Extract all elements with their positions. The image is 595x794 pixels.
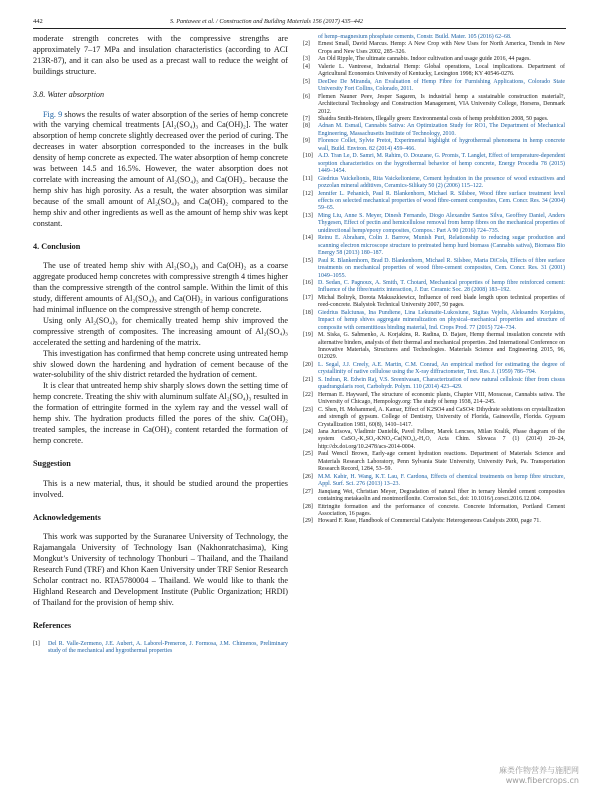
- reference-item: [33, 641, 288, 656]
- reference-item: [303, 332, 565, 362]
- fig9-link[interactable]: Fig. 9: [43, 109, 63, 119]
- conclusion-paragraph-2: Using only Al₂(SO₄)₃ for chemically treated hemp shiv improved the compressive strength of composites. The increasing amount of Al₂(SO₄)₃ accelerated the setting and hardening of the matrix.: [33, 315, 288, 347]
- reference-text-link[interactable]: Adnan M. Esmail, Cannabis Sativa: An Optimization Study for RO1, The Department of Mechanical Engineering, Massachusetts Institute of Technology, 2010.: [318, 123, 565, 137]
- reference-item: [303, 258, 565, 280]
- reference-text-link[interactable]: Ming Liu, Anne S. Meyer, Dinesh Fernando, Diogo Alexandre Santos Silva, Geoffrey Daniel, Anders Thygesen, Effect of pectin and hemicellulose removal from hemp fibres on the mechanical properties of unidirectional hemp/epoxy composites, Compos.: Part A 90 (2016) 724–735.: [318, 212, 565, 234]
- page-number: 442: [33, 18, 43, 25]
- reference-item: [303, 191, 565, 213]
- reference-text: Valerie L. Vantreese, Industrial Hemp: Global operations, Local implications. Department of Agricultural Economics University of Kentucky, Lexington 1998; KY 40546-0276.: [318, 63, 565, 78]
- reference-text: M. Siska, G. Sahmenko, A. Korjakins, R. Radina, D. Bajare, Hemp thermal insulation concrete with alternative binders, analysis of their thermal and mechanical properties. 2nd International Conference on Innovative Materials, Structures and Technologies. Materials Science and Engineering 2015, 96, 012029.: [318, 332, 565, 361]
- reference-item: [303, 504, 565, 519]
- reference-text: Howard F. Rase, Handbook of Commercial Catalysts: Heterogeneous Catalysts 2000, page 71.: [318, 518, 541, 525]
- reference-item: [303, 451, 565, 473]
- header-rule: [33, 28, 566, 29]
- reference-text: Herman E. Hayward, The structure of economic plants, Chapter VIII, Moraceae, Cannabis sativa. The University of Chicago, Hempology.org: The study of hemp 1938, 214–245.: [318, 391, 565, 406]
- reference-number: [14]: [303, 235, 313, 242]
- reference-text-link[interactable]: of hemp–magnesium phosphate cements, Constr. Build. Mater. 105 (2016) 62–68.: [318, 34, 512, 40]
- reference-text-link[interactable]: Jennifer L. Pehanich, Paul R. Blankenhorn, Michael R. Silsbee, Wood fibre surface treatment level effects on selected mechanical properties of wood fibre-cement composites, Cem. Concr. Res. 34 (2004) 59–65.: [318, 190, 565, 212]
- reference-number: [11]: [303, 175, 313, 182]
- reference-text: Michal Boltryk, Dorota Makuszkiewicz, Influence of reed blade length upon technical properties of reed-concrete. Bialystok Technical University 2007, 50 pages.: [318, 294, 565, 309]
- watermark-line-2: www.fibercrops.cn: [505, 776, 579, 785]
- reference-number: [4]: [303, 63, 310, 70]
- reference-item: [303, 429, 565, 451]
- reference-number: [18]: [303, 309, 313, 316]
- reference-number: [5]: [303, 78, 310, 85]
- reference-number: [21]: [303, 376, 313, 383]
- water-absorption-paragraph: [33, 110, 288, 230]
- reference-number: [25]: [303, 451, 313, 458]
- reference-number: [9]: [303, 138, 310, 145]
- reference-text-link[interactable]: Florence Collet, Sylvie Pretot, Experimental highlight of hygrothermal phenomena in hemp concrete wall, Build. Environ. 82 (2014) 459–466.: [318, 138, 565, 152]
- reference-item: [303, 153, 565, 175]
- reference-number: [2]: [303, 41, 310, 48]
- reference-text-link[interactable]: A.D. Tran Le, D. Samri, M. Rahim, O. Douzane, G. Promis, T. Langlet, Effect of temperature-dependent sorption characteristics on the hygrothermal behavior of hemp concrete, Energy Procedia 78 (2015) 1449–1454.: [318, 153, 565, 175]
- reference-number: [20]: [303, 361, 313, 368]
- reference-number: [6]: [303, 93, 310, 100]
- reference-item: [303, 56, 565, 63]
- reference-item: [303, 138, 565, 153]
- reference-number: [23]: [303, 406, 313, 413]
- conclusion-paragraph-1: The use of treated hemp shiv with Al₂(SO₄)₃ and Ca(OH)₂ as a coarse aggregate produced hemp concretes with compressive strength 4 times higher than the compressive strength of the control sample. Within the limit of this study, different amounts of Al₂(SO₄)₃ and Ca(OH)₂ in various configurations had minimal influence on the compressive strength of hemp concrete.: [33, 261, 288, 315]
- reference-item: [303, 474, 565, 489]
- reference-number: [19]: [303, 332, 313, 339]
- reference-number: [22]: [303, 391, 313, 398]
- reference-number: [15]: [303, 257, 313, 264]
- left-column: [33, 34, 288, 656]
- section-title-acknowledgements: Acknowledgements: [33, 512, 101, 522]
- reference-item: [303, 41, 565, 56]
- reference-text: Paul Wencil Brown, Early-age cement hydration reactions. Department of Materials Science and Materials Research Laboratory, Penn Sylvania State University, University Park, Pa. Transportation Research Record, 1284, 53–59.: [318, 451, 565, 473]
- reference-item: [303, 310, 565, 332]
- acknowledgements-paragraph: This work was supported by the Suranaree University of Technology, the Rajamangala University of Technology Isan (Nakhonratchasima), King Mongkut’s University of technology Thonburi – Thailand, and the Thailand Research Fund (TRF) and Khon Kaen University under TRF Senior Research Scholar contract no. RTA5780004 – Thailand. We would like to thank the Highland Research and Development Institute (Public Organization; HRDI) of Thailand for the provision of hemp shiv.: [33, 532, 288, 607]
- water-absorption-text: shows the results of water absorption of the series of hemp concrete with the varying chemical treatments [Al₂(SO₄)₃ and Ca(OH)₂]. The water absorption of hemp concrete slightly decreased over the period of curing. The decreases in water absorption corresponded to the increases in the bulk density of hemp concrete as expected. The water absorption of hemp concrete was between 14.5 and 16.5%. However, the water absorption does not correlate with increasing the amount of Al₂(SO₄)₃ and Ca(OH)₂. because the hemp shiv has high porosity. As a result, the water absorption was similar because of the small amount of Al₂(SO₄)₃ and Ca(OH)₂ compared to the hemp shiv and other ingredients as well as the amount of hemp shiv was kept constant.: [33, 109, 288, 228]
- reference-number: [7]: [303, 115, 310, 122]
- reference-number: [16]: [303, 279, 313, 286]
- reference-item: [303, 64, 565, 79]
- reference-number: [10]: [303, 153, 313, 160]
- reference-item: [303, 79, 565, 94]
- reference-number: [13]: [303, 212, 313, 219]
- reference-text-link[interactable]: Giedrius Balciunas, Ina Pundiene, Lina Lekunaite-Lukosiune, Sigitas Vejelis, Aleksandrs Korjakins, Impact of hemp shives aggregate mineralization on physical–mechanical properties and structure of composite with cementitious binding material, Ind. Crops Prod. 77 (2015) 724–734.: [318, 309, 565, 331]
- reference-number: [24]: [303, 429, 313, 436]
- right-column-references: [303, 34, 565, 526]
- running-head: S. Pantawee et al. / Construction and Building Materials 156 (2017) 435–442: [170, 18, 364, 25]
- reference-text: Jianqiang Wei, Christian Meyer, Degradation of natural fiber in ternary blended cement composites containing metakaolin and montmorillonite. Corrosion Sci., doi: 10.1016/j.corsci.2016.12.004.: [318, 488, 565, 503]
- reference-text-link[interactable]: S. Indran, R. Edwin Raj, V.S. Sreenivasan, Characterization of new natural cellulosic fiber from cissus quadrangularis root, Carbohydr. Polym. 110 (2014) 423–429.: [318, 376, 565, 391]
- reference-number: [17]: [303, 294, 313, 301]
- section-title-water-absorption: 3.8. Water absorption: [33, 89, 105, 99]
- reference-text: Jana Jurisova, Vladimir Danielik, Pavel Fellner, Marek Lencses, Milan Kralik, Phase diagram of the system CaSO₄-K₂SO₄-KNO₃-Ca(NO₃)₂-H₂O, Acta Chim. Slovaca 7 (1) (2014) 20–24, http://dx.doi.org/10.2478/acs-2014-0004.: [318, 429, 565, 450]
- reference-number: [27]: [303, 488, 313, 495]
- reference-item: [303, 295, 565, 310]
- conclusion-paragraph-4: It is clear that untreated hemp shiv sharply slows down the setting time of hemp concrete. Treating the shiv with aluminum sulfate Al₂(SO₄)₃ resulted in the formation of ettringite formed in the xylem ray and the vessel wall of hemp shiv. The hydration products filled the pores of the shiv. Ca(OH)₂ treated samples, the increase in Ca(OH)₂ content retarded the formation of hemp concrete.: [33, 381, 288, 445]
- watermark: [499, 766, 579, 786]
- section-title-suggestion: Suggestion: [33, 458, 71, 468]
- reference-text-link[interactable]: Giedrius Vaickelionis, Rita Vaickelioniene, Cement hydration in the presence of wood extractives and pozzolan mineral additives, Ceramics-Silikaty 50 (2) (2006) 115–122.: [318, 175, 565, 190]
- section-title-conclusion: 4. Conclusion: [33, 241, 81, 251]
- reference-text-link[interactable]: M.M. Kabir, H. Wang, K.T. Lau, F. Cardona, Effects of chemical treatments on hemp fibre structure, Appl. Surf. Sci. 276 (2013) 13–23.: [318, 473, 565, 488]
- reference-text-link[interactable]: L. Segal, J.J. Creely, A.E. Martin, C.M. Conrad, An empirical method for estimating the degree of crystallinity of native cellulose using the X-ray diffractometer, Text. Res. J. (1959) 786–794.: [318, 361, 565, 376]
- reference-item: [303, 489, 565, 504]
- reference-number: [3]: [303, 56, 310, 63]
- reference-item: [303, 123, 565, 138]
- reference-number: [8]: [303, 123, 310, 130]
- reference-text-link[interactable]: Del R. Valle-Zermeno, J.E. Aubert, A. Laborel-Preneron, J. Formosa, J.M. Chimenos, Preliminary study of the mechanical and hygrothermal properties: [48, 640, 288, 655]
- reference-text: C. Shen, H. Mohammed, A. Kamar, Effect of K2SO4 and CaSO4: Dihydrate solutions on crystallization and strength of gypsum. College of Dentistry, University of Florida, Gainesville, Florida. Gypsum Crystallization 1981, 60(8), 1410–1417.: [318, 406, 565, 428]
- reference-item: [303, 235, 565, 257]
- reference-item: [303, 280, 565, 295]
- reference-text: Shaidra Smith-Heisters, Illegally green: Environmental costs of hemp prohibition 2008, 50 pages.: [318, 115, 549, 122]
- reference-item: [303, 176, 565, 191]
- reference-item: [303, 518, 565, 525]
- section-title-references: References: [33, 620, 72, 630]
- conclusion-paragraph-3: This investigation has confirmed that hemp concrete using untreated hemp shiv slowed down the hardening and hydration of cement because of the water-solubility of the shiv district retarded the hydration of cement.: [33, 348, 288, 380]
- reference-text: Ernest Small, David Marcus. Hemp: A New Crop with New Uses for North America, Trends in New Crops and New Uses 2002, 285–326.: [318, 41, 565, 55]
- reference-text: An Old Ripple, The ultimate cannabis. Indoor cultivation and usage guide 2016, 44 pages.: [318, 56, 531, 63]
- reference-item: [303, 407, 565, 429]
- reference-item: [303, 213, 565, 235]
- reference-text: Flemen Nauner Peev, Jesper Sagaren, Is industrial hemp a sustainable construction material?, Architectural Technology and Construction Management, VIA University College, Horsens, Denmark 2012.: [318, 93, 565, 115]
- reference-number: [1]: [33, 640, 40, 647]
- reference-number: [28]: [303, 503, 313, 510]
- suggestion-paragraph: This is a new material, thus, it should be studied around the properties involved.: [33, 478, 288, 499]
- reference-text-link[interactable]: DeeDee De Miranda, An Evaluation of Hemp Fibre for Furnishing Applications, Colorado State University Fort Collins, Colorado, 2011.: [318, 78, 565, 93]
- reference-item: [303, 362, 565, 377]
- reference-text-link[interactable]: Reinu E. Abraham, Colin J. Barrow, Munish Puri, Relationship to reducing sugar production and scanning electron microscope structure to pretreated hemp hurd biomass (Cannabis sativa), Biomass Bio Energy 58 (2013) 180–187.: [318, 235, 565, 257]
- reference-text-link[interactable]: D. Sedan, C. Pagnoux, A. Smith, T. Chotard, Mechanical properties of hemp fibre reinforced cement: Influence of the fibre/matrix interaction, J. Eur. Ceramic Soc. 28 (2008) 183–192.: [318, 279, 565, 294]
- reference-item: [303, 392, 565, 407]
- watermark-line-1: 麻类作物营养与施肥网: [499, 766, 579, 775]
- reference-text-link[interactable]: Paul R. Blankenhorn, Brad D. Blankenhorn, Michael R. Silsbee, Maria DiCola, Effects of fibre surface treatments on mechanical properties of wood fibre-cement composites, Cem. Concr. Res. 31 (2001) 1049–1055.: [318, 257, 565, 279]
- reference-number: [12]: [303, 190, 313, 197]
- reference-item: [303, 94, 565, 116]
- intro-paragraph: moderate strength concretes with the compressive strengths are approximately 7–17 MPa and insulation characteristics (according to ACI 213R-87), and it can also be used as a precast wall to reduce the weight of buildings structure.: [33, 34, 288, 76]
- reference-number: [26]: [303, 473, 313, 480]
- reference-item: [303, 377, 565, 392]
- reference-text: Ettringite formation and the performance of concrete. Concrete Information, Portland Cement Association, 16 pages.: [318, 503, 565, 517]
- reference-number: [29]: [303, 518, 313, 525]
